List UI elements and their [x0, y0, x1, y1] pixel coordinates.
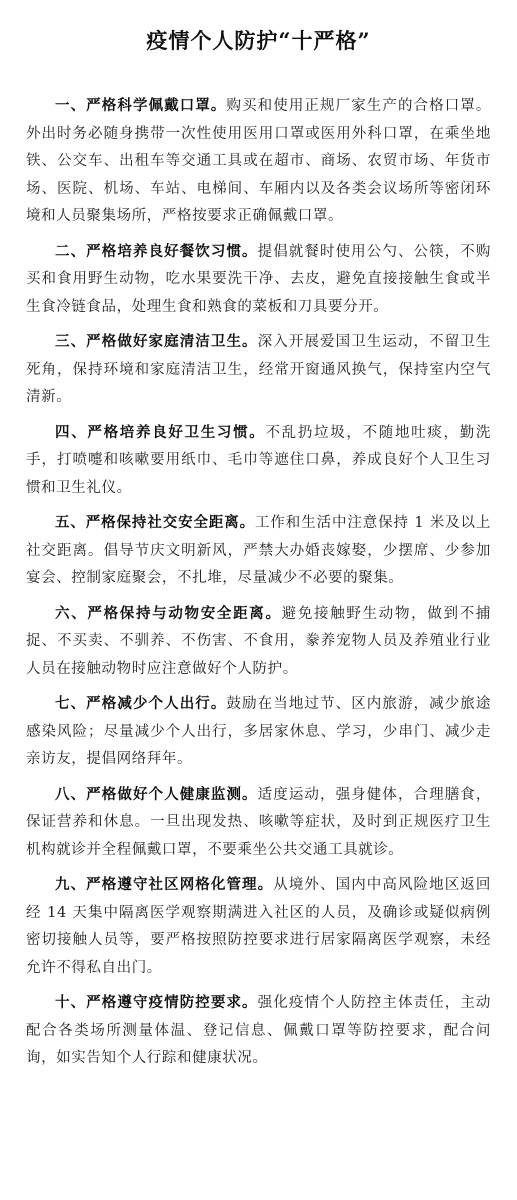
- section-body: 适度运动，强身健体，合理膳食，保证营养和休息。一旦出现发热、咳嗽等症状，及时到正规医疗卫生机构就诊并全程佩戴口罩，不要乘坐公共交通工具就诊。: [26, 786, 491, 858]
- section-heading: 五、严格保持社交安全距离。: [55, 514, 256, 531]
- section-heading: 三、严格做好家庭清洁卫生。: [55, 333, 258, 350]
- section-body: 从境外、国内中高风险地区返回经 14 天集中隔离医学观察期满进入社区的人员，及确诊或疑似病例密切接触人员等，要严格按照防控要求进行居家隔离医学观察，未经允许不得私自出门。: [26, 877, 491, 976]
- section-9: [26, 871, 491, 982]
- section-body: 不乱扔垃圾，不随地吐痰，勤洗手，打喷嚏和咳嗽要用纸巾、毛巾等遮住口鼻，养成良好个人卫生习惯和卫生礼仪。: [26, 424, 491, 496]
- section-heading: 八、严格做好个人健康监测。: [55, 785, 258, 803]
- section-body: 深入开展爱国卫生运动，不留卫生死角，保持环境和家庭清洁卫生，经常开窗通风换气，保持室内空气清新。: [26, 334, 491, 405]
- document-title: 疫情个人防护“十严格”: [146, 28, 371, 53]
- section-2: [26, 238, 491, 322]
- section-7: [26, 690, 491, 774]
- section-3: [26, 328, 491, 412]
- section-body: 强化疫情个人防控主体责任，主动配合各类场所测量体温、登记信息、佩戴口罩等防控要求，配合问询，如实告知个人行踪和健康状况。: [26, 995, 491, 1066]
- section-heading: 十、严格遵守疫情防控要求。: [55, 994, 258, 1011]
- section-4: [26, 419, 491, 503]
- section-body: 提倡就餐时使用公勺、公筷，不购买和食用野生动物，吃水果要洗干净、去皮，避免直接接触生食或半生食冷链食品，处理生食和熟食的菜板和刀具要分开。: [26, 243, 491, 315]
- section-heading: 二、严格培养良好餐饮习惯。: [55, 242, 258, 260]
- section-heading: 七、严格减少个人出行。: [55, 695, 227, 712]
- section-body: 鼓励在当地过节、区内旅游，减少旅途感染风险；尽量减少个人出行，多居家休息、学习，少串门、减少走亲访友，提倡网络拜年。: [26, 696, 491, 767]
- section-body: 购买和使用正规厂家生产的合格口罩。外出时务必随身携带一次性使用医用口罩或医用外科口罩，在乘坐地铁、公交车、出租车等交通工具或在超市、商场、农贸市场、年货市场、医院、机场、车站、电梯间、车厢内以及各类会议场所等密闭环境和人员聚集场所，严格按要求正确佩戴口罩。: [26, 98, 491, 224]
- section-5: [26, 509, 491, 593]
- section-8: [26, 781, 491, 865]
- section-heading: 九、严格遵守社区网格化管理。: [55, 876, 274, 893]
- section-heading: 六、严格保持与动物安全距离。: [55, 604, 282, 622]
- section-heading: 四、严格培养良好卫生习惯。: [55, 423, 266, 441]
- section-body: 避免接触野生动物，做到不捕捉、不买卖、不驯养、不伤害、不食用，豢养宠物人员及养殖业行业人员在接触动物时应注意做好个人防护。: [26, 605, 491, 677]
- sections-list: [26, 92, 491, 1073]
- section-1: [26, 92, 491, 231]
- section-6: [26, 600, 491, 684]
- section-body: 工作和生活中注意保持 1 米及以上社交距离。倡导节庆文明新风，严禁大办婚丧嫁娶，少摆席、少参加宴会、控制家庭聚会，不扎堆，尽量减少不必要的聚集。: [26, 515, 491, 586]
- section-10: [26, 989, 491, 1073]
- section-heading: 一、严格科学佩戴口罩。: [55, 97, 227, 114]
